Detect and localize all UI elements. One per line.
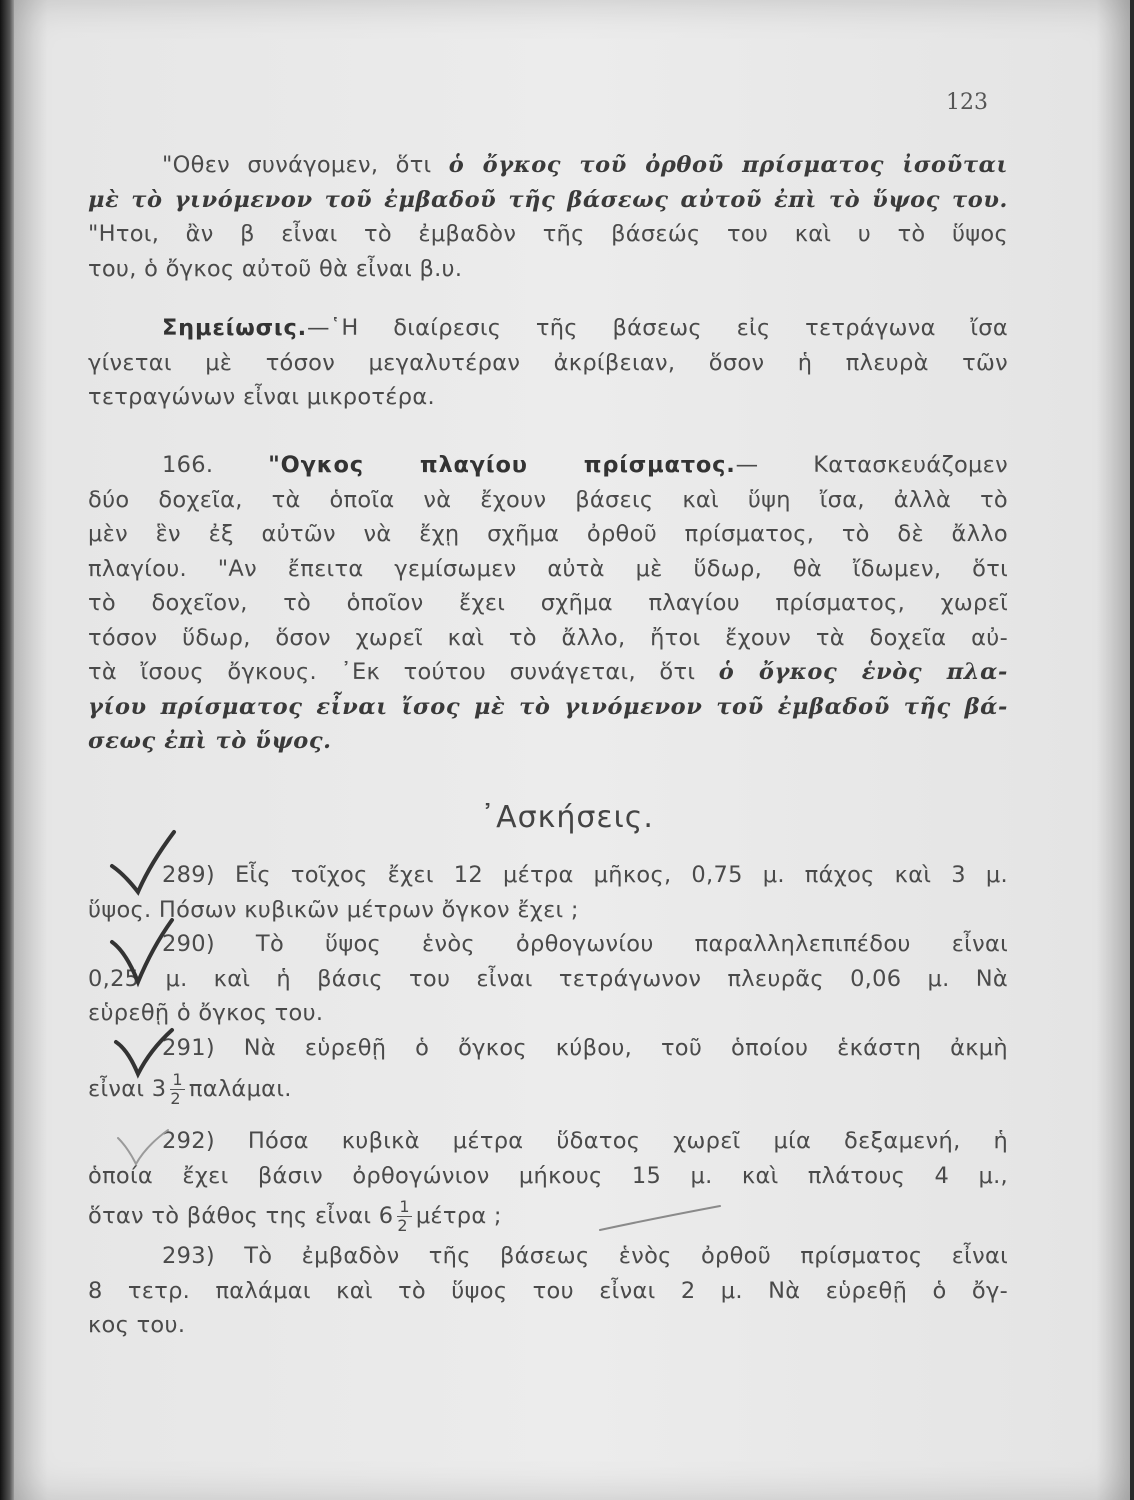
exercise-289-line-2: ὕψος. Πόσων κυβικῶν μέτρων ὄγκον ἔχει ; (88, 896, 579, 923)
section-theorem-end: σεως ἐπὶ τὸ ὕψος. (88, 728, 332, 754)
exercise-293 (88, 1239, 1008, 1343)
section-line-1: — Κατασκευάζομεν (735, 452, 1009, 478)
exercise-293-line-3: κος του. (88, 1312, 186, 1338)
note-paragraph (88, 311, 1008, 415)
exercise-289 (88, 858, 1008, 927)
note-heading: Σημείωσις. (162, 315, 307, 341)
intro-line-4: του, ὁ ὄγκος αὐτοῦ θὰ εἶναι β.υ. (88, 255, 463, 282)
section-line-5: τὸ δοχεῖον, τὸ ὁποῖον ἔχει σχῆμα πλαγίου πρίσματος, χωρεῖ (88, 590, 1008, 616)
exercise-290 (88, 927, 1008, 1031)
intro-theorem-end: μὲ τὸ γινόμενον τοῦ ἐμβαδοῦ τῆς βάσεως αὐτοῦ ἐπὶ τὸ ὕψος του. (88, 186, 1008, 213)
section-166 (88, 448, 1008, 759)
exercise-292-unit: μέτρα ; (415, 1203, 502, 1229)
section-line-2: δύο δοχεῖα, τὰ ὁποῖα νὰ ἔχουν βάσεις καὶ ὕψη ἴσα, ἀλλὰ τὸ (88, 486, 1008, 513)
note-line-1: —῾Η διαίρεσις τῆς βάσεως εἰς τετράγωνα ἴσα (306, 315, 1008, 341)
page-number: 123 (946, 90, 988, 115)
book-spine (0, 0, 14, 1500)
exercise-292-line-3: ὅταν τὸ βάθος της εἶναι 6 (88, 1203, 394, 1229)
section-theorem-start: ὁ ὄγκος ἑνὸς πλα- (718, 659, 1008, 685)
exercise-291-line-1: 291) Νὰ εὑρεθῇ ὁ ὄγκος κύβου, τοῦ ὁποίου ἑκάστη ἀκμὴ (162, 1035, 1008, 1061)
intro-paragraph (88, 148, 1008, 286)
section-line-6: τόσον ὕδωρ, ὅσον χωρεῖ καὶ τὸ ἄλλο, ἤτοι ἔχουν τὰ δοχεῖα αὐ- (88, 624, 1008, 651)
exercise-290-line-3: εὑρεθῇ ὁ ὄγκος του. (88, 1000, 324, 1026)
exercise-290-line-2: 0,25 μ. καὶ ἡ βάσις του εἶναι τετράγωνον πλευρᾶς 0,06 μ. Νὰ (88, 965, 1008, 992)
section-line-4: πλαγίου. "Αν ἔπειτα γεμίσωμεν αὐτὰ μὲ ὕδωρ, θὰ ἴδωμεν, ὅτι (88, 555, 1008, 582)
exercise-291 (88, 1031, 1008, 1112)
exercise-290-line-1: 290) Τὸ ὕψος ἑνὸς ὀρθογωνίου παραλληλεπιπέδου εἶναι (162, 931, 1008, 957)
exercise-292 (88, 1124, 1008, 1239)
exercise-292-line-1: 292) Πόσα κυβικὰ μέτρα ὕδατος χωρεῖ μία δεξαμενή, ἡ (162, 1128, 1008, 1154)
section-line-3: μὲν ἓν ἐξ αὐτῶν νὰ ἔχῃ σχῆμα ὀρθοῦ πρίσματος, τὸ δὲ ἄλλο (88, 521, 1008, 547)
exercise-292-line-2: ὁποία ἔχει βάσιν ὀρθογώνιον μήκους 15 μ. καὶ πλάτους 4 μ., (88, 1162, 1008, 1189)
section-heading: "Ογκος πλαγίου πρίσματος. (268, 452, 736, 478)
fraction-one-half: $\frac{1}{2}$ (170, 1069, 183, 1108)
note-line-2: γίνεται μὲ τόσον μεγαλυτέραν ἀκρίβειαν, ὅσον ἡ πλευρὰ τῶν (88, 349, 1008, 376)
fraction-one-half: $\frac{1}{2}$ (397, 1197, 410, 1235)
intro-line-1-start: "Οθεν συνάγομεν, ὅτι (162, 152, 449, 178)
note-line-3: τετραγώνων εἶναι μικροτέρα. (88, 384, 435, 410)
exercise-289-line-1: 289) Εἷς τοῖχος ἔχει 12 μέτρα μῆκος, 0,75 μ. πάχος καὶ 3 μ. (162, 862, 1008, 888)
exercises-heading: ᾽Ασκήσεις. (480, 800, 654, 835)
section-line-7: τὰ ἴσους ὄγκους. ᾽Εκ τούτου συνάγεται, ὅτι (88, 659, 719, 685)
section-number: 166. (162, 452, 214, 478)
intro-theorem-start: ὁ ὄγκος τοῦ ὀρθοῦ πρίσματος ἰσοῦται (448, 152, 1009, 178)
exercise-291-unit: παλάμαι. (188, 1075, 292, 1102)
intro-line-3: "Ητοι, ἂν β εἶναι τὸ ἐμβαδὸν τῆς βάσεώς του καὶ υ τὸ ὕψος (88, 221, 1008, 247)
exercise-293-line-1: 293) Τὸ ἐμβαδὸν τῆς βάσεως ἑνὸς ὀρθοῦ πρίσματος εἶναι (162, 1243, 1008, 1269)
exercise-291-line-2: εἶναι 3 (88, 1075, 167, 1102)
exercise-293-line-2: 8 τετρ. παλάμαι καὶ τὸ ὕψος του εἶναι 2 μ. Νὰ εὑρεθῇ ὁ ὄγ- (88, 1277, 1008, 1304)
section-theorem-mid: γίου πρίσματος εἶναι ἴσος μὲ τὸ γινόμενον τοῦ ἐμβαδοῦ τῆς βά- (88, 693, 1008, 720)
